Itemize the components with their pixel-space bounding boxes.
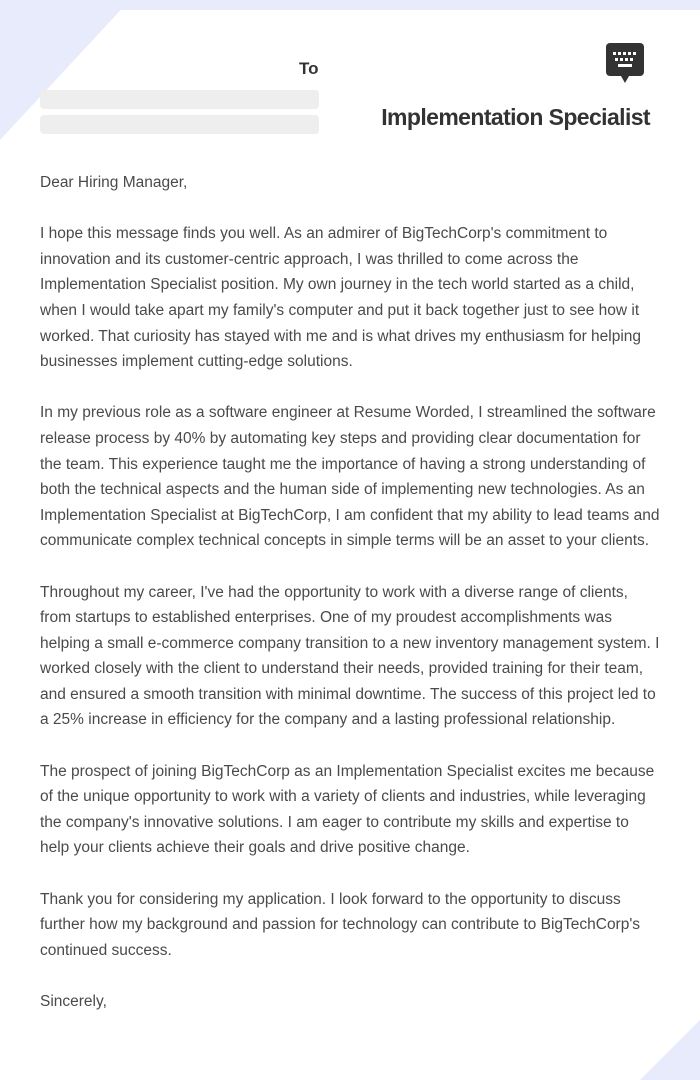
salutation: Dear Hiring Manager, bbox=[40, 174, 188, 191]
paragraph-3: Throughout my career, I've had the opportunity to work with a diverse range of clients, from startups to established enterprises. One of my proudest accomplishments was helping a small e-commerce company transition to a new inventory management system. I worked closely with the client to understand their needs, provided training for their team, and ensured a smooth transition with minimal downtime. The success of this project led to a 25% increase in efficiency for the company and a lasting professional relationship. bbox=[40, 583, 660, 729]
recipient-address-line-2 bbox=[40, 115, 319, 134]
letter-body bbox=[40, 170, 660, 1040]
paragraph-5: Thank you for considering my application. I look forward to the opportunity to discuss further how my background and passion for technology can contribute to BigTechCorp's continued success. bbox=[40, 890, 641, 959]
paragraph-2: In my previous role as a software engineer at Resume Worded, I streamlined the software release process by 40% by automating key steps and providing clear documentation for the team. This experience taught me the importance of having a strong understanding of both the technical aspects and the human side of implementing new technologies. As an Implementation Specialist at BigTechCorp, I am confident that my ability to lead teams and communicate complex technical concepts in simple terms will be an asset to your clients. bbox=[40, 404, 660, 550]
paragraph-4: The prospect of joining BigTechCorp as an Implementation Specialist excites me because of the unique opportunity to work with a variety of clients and industries, while leveraging the company's innovative solutions. I am eager to contribute my skills and expertise to help your clients achieve their goals and drive positive change. bbox=[40, 762, 655, 857]
recipient-address-line-1 bbox=[40, 90, 319, 109]
job-title: Implementation Specialist bbox=[381, 104, 650, 130]
closing: Sincerely, bbox=[40, 993, 107, 1010]
recipient-label: To bbox=[299, 59, 319, 78]
keyboard-chat-icon bbox=[606, 43, 644, 85]
paragraph-1: I hope this message finds you well. As an admirer of BigTechCorp's commitment to innovation and its customer-centric approach, I was thrilled to come across the Implementation Specialist position. My own journey in the tech world started as a child, when I would take apart my family's computer and put it back together just to see how it worked. That curiosity has stayed with me and is what drives my enthusiasm for helping businesses implement cutting-edge solutions. bbox=[40, 225, 642, 371]
